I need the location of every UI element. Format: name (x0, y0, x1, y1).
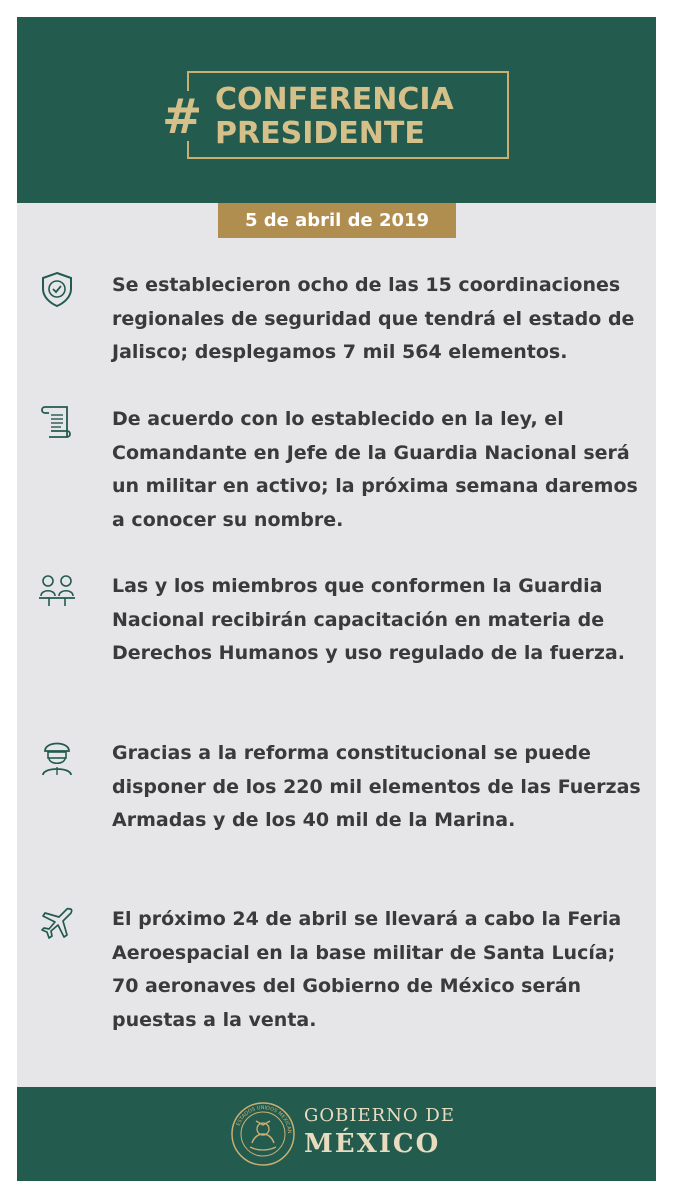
scroll-icon (37, 403, 77, 443)
item-text: Gracias a la reforma constitucional se puede disponer de los 220 mil elementos de las Fuerzas Armadas y de los 40 mil de la Marina. (112, 742, 641, 831)
shield-check-icon (37, 269, 77, 309)
item-text: De acuerdo con lo establecido en la ley, el Comandante en Jefe de la Guardia Nacional será un militar en activo; la próxima semana daremos a conocer su nombre. (112, 408, 638, 531)
svg-text:ESTADOS UNIDOS MEXICANOS: ESTADOS UNIDOS MEXICAN (235, 1104, 293, 1134)
government-label-line-2: MÉXICO (304, 1129, 441, 1159)
national-seal-logo (230, 1101, 296, 1167)
training-icon (37, 570, 77, 610)
soldier-icon (37, 737, 77, 777)
title-frame (507, 71, 509, 159)
title-line-1: CONFERENCIA (215, 82, 454, 117)
hashtag-symbol: # (162, 89, 203, 145)
title-frame (187, 157, 509, 159)
item-text: Las y los miembros que conformen la Guardia Nacional recibirán capacitación en materia de Derechos Humanos y uso regulado de la fuerza. (112, 575, 625, 664)
infographic-card (17, 17, 656, 1181)
airplane-icon (37, 903, 77, 943)
government-label-line-1: GOBIERNO DE (304, 1105, 455, 1126)
title-line-2: PRESIDENTE (215, 116, 425, 151)
header-banner (17, 17, 656, 203)
title-frame (187, 71, 189, 91)
date-badge: 5 de abril de 2019 (218, 203, 456, 238)
title-frame (187, 71, 509, 73)
item-text: Se establecieron ocho de las 15 coordinaciones regionales de seguridad que tendrá el estado de Jalisco; desplegamos 7 mil 564 elementos. (112, 274, 635, 363)
footer-banner (17, 1087, 656, 1181)
item-text: El próximo 24 de abril se llevará a cabo la Feria Aeroespacial en la base militar de Santa Lucía; 70 aeronaves del Gobierno de México serán puestas a la venta. (112, 908, 622, 1031)
